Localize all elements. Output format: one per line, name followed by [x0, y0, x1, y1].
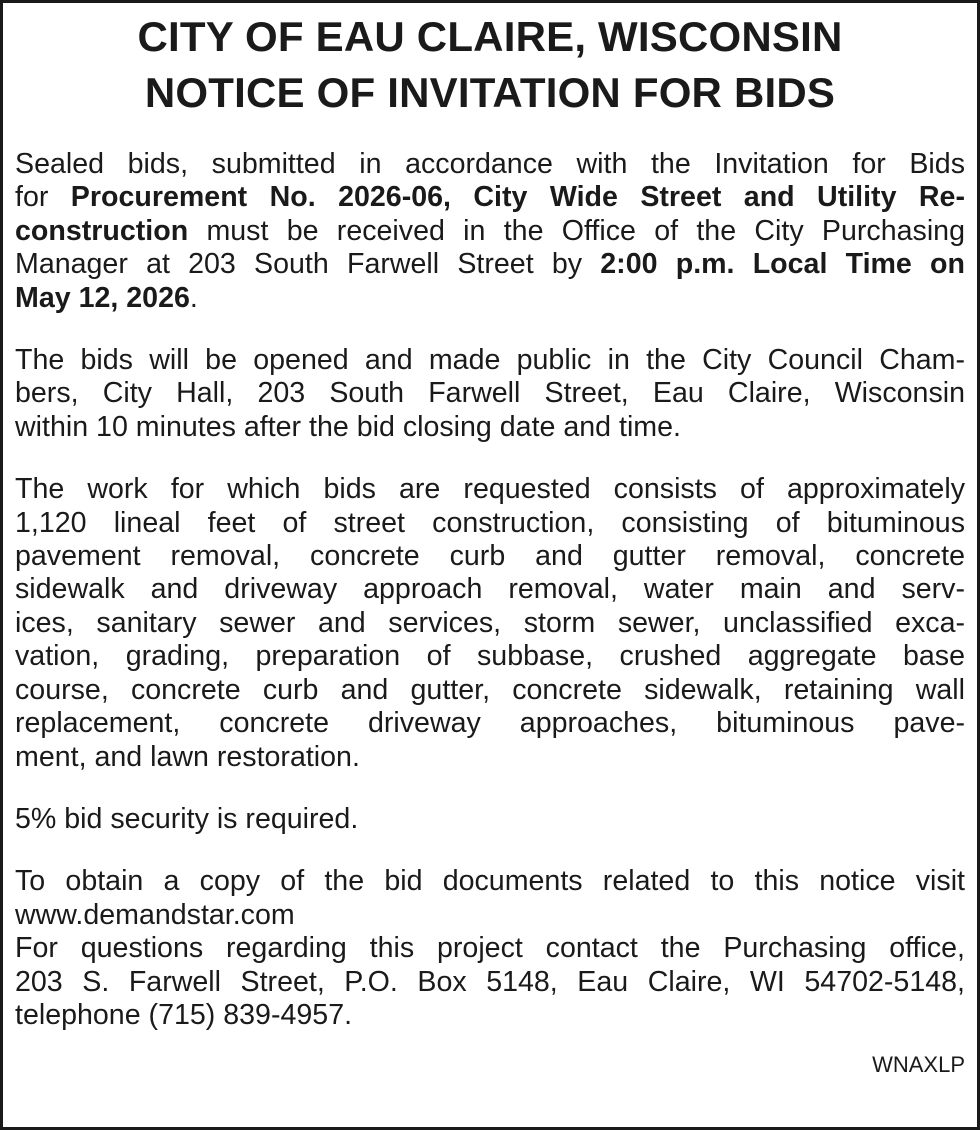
text-line [15, 282, 965, 315]
text-line: The bids will be opened and made public in the City Council Cham- [15, 344, 965, 377]
text-line: pavement removal, concrete curb and gutter removal, concrete [15, 540, 965, 573]
text-line [15, 181, 965, 214]
paragraph-work-scope [15, 473, 965, 774]
procurement-title-cont: construction [15, 214, 189, 247]
text-run: must be received in the Office of the City Purchasing [188, 214, 965, 247]
text-line: vation, grading, preparation of subbase, crushed aggregate base [15, 640, 965, 673]
text-line: ment, and lawn restoration. [15, 740, 360, 773]
text-line: To obtain a copy of the bid documents related to this notice visit [15, 865, 965, 898]
text-line: bers, City Hall, 203 South Farwell Street, Eau Claire, Wisconsin [15, 377, 965, 410]
text-line [15, 248, 965, 281]
text-run: for [15, 181, 71, 214]
text-line: For questions regarding this project contact the Purchasing office, [15, 932, 965, 965]
deadline-date: May 12, 2026 [15, 281, 190, 314]
paragraph-sealed-bids [15, 148, 965, 315]
text-run: . [189, 281, 198, 314]
telephone-line: telephone (715) 839-4957. [15, 998, 353, 1031]
text-line: 5% bid security is required. [15, 802, 359, 835]
paragraph-bid-security [15, 803, 965, 836]
demandstar-link[interactable]: www.demandstar.com [15, 898, 295, 931]
text-line: ices, sanitary sewer and services, storm sewer, unclassified exca- [15, 606, 965, 639]
text-line: Sealed bids, submitted in accordance with the Invitation for Bids [15, 148, 965, 180]
text-line [15, 215, 965, 248]
text-line: 1,120 lineal feet of street construction, consisting of bituminous [15, 506, 965, 539]
text-line: 203 S. Farwell Street, P.O. Box 5148, Eau Claire, WI 54702-5148, [15, 965, 965, 998]
text-line: course, concrete curb and gutter, concrete sidewalk, retaining wall [15, 673, 965, 706]
text-line: replacement, concrete driveway approaches, bituminous pave- [15, 707, 965, 740]
paragraph-bid-opening [15, 344, 965, 444]
heading-notice-line: NOTICE OF INVITATION FOR BIDS [144, 69, 836, 116]
publication-code: WNAXLP [872, 1052, 965, 1077]
notice-heading [15, 9, 965, 121]
text-line: within 10 minutes after the bid closing date and time. [15, 410, 681, 443]
heading-city-line: CITY OF EAU CLAIRE, WISCONSIN [137, 13, 843, 60]
text-line: sidewalk and driveway approach removal, water main and serv- [15, 573, 965, 606]
paragraph-contact [15, 865, 965, 1032]
procurement-title: Procurement No. 2026-06, City Wide Street and Utility Re- [70, 181, 965, 214]
text-line: The work for which bids are requested consists of approximately [15, 473, 965, 506]
text-run: Manager at 203 South Farwell Street by [15, 248, 601, 281]
deadline-time: 2:00 p.m. Local Time on [600, 248, 965, 281]
